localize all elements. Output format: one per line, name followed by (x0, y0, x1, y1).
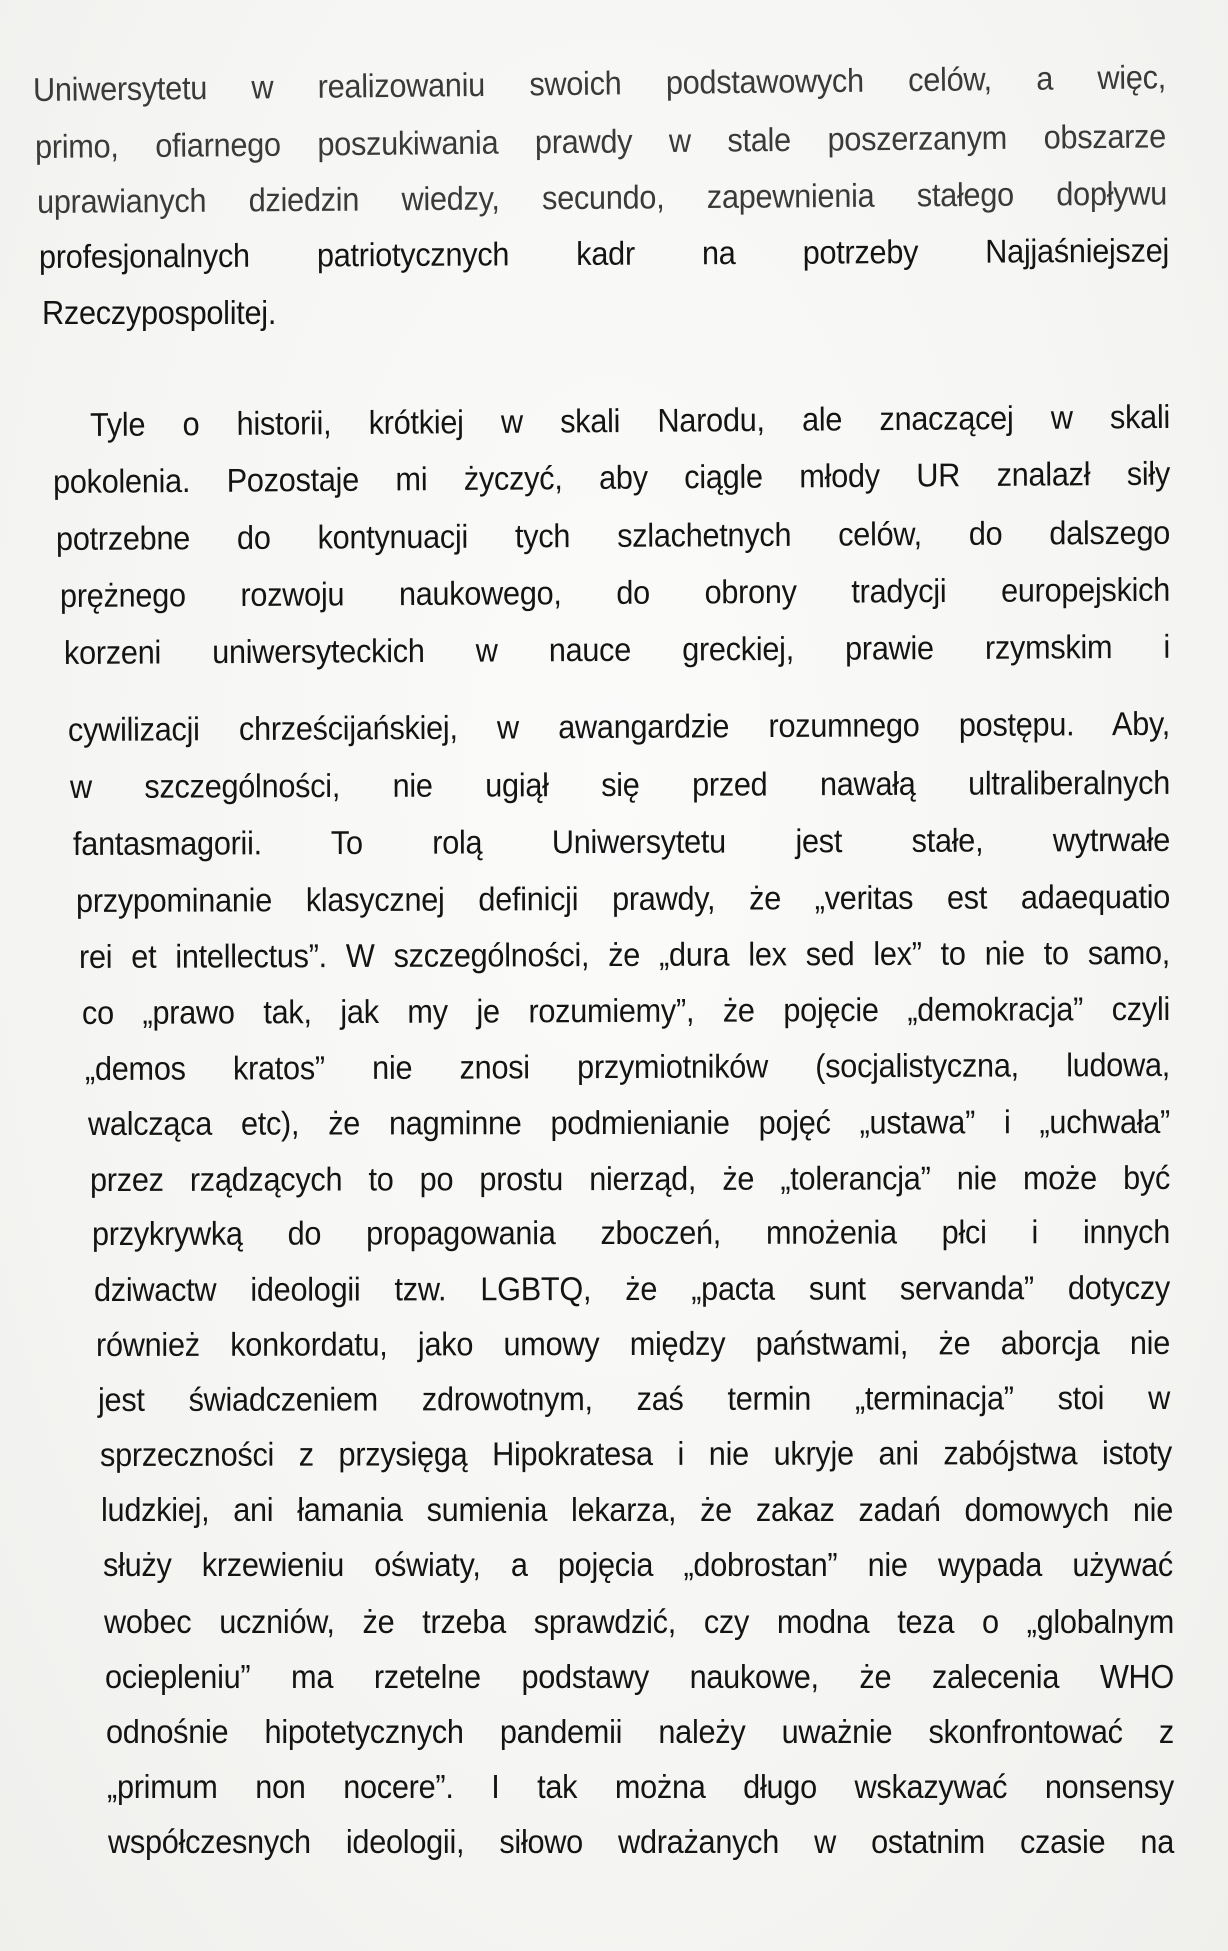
text-line: jest świadczeniem zdrowotnym, zaś termin „terminacja” stoi w (97, 1378, 1171, 1418)
text-line: Rzeczypospolitej. (42, 294, 277, 331)
text-line: służy krzewieniu oświaty, a pojęcia „dobrostan” nie wypada używać (103, 1546, 1173, 1583)
text-line: „primum non nocere”. I tak można długo wskazywać nonsensy (107, 1768, 1174, 1805)
text-line: wobec uczniów, że trzeba sprawdzić, czy modna teza o „globalnym (104, 1603, 1174, 1640)
text-line: walcząca etc), że nagminne podmienianie pojęć „ustawa” i „uchwała” (87, 1102, 1171, 1142)
text-line: również konkordatu, jako umowy między państwami, że aborcja nie (95, 1323, 1171, 1363)
text-line: przykrywką do propagowania zboczeń, mnożenia płci i innych (91, 1212, 1171, 1252)
text-line: ludzkiej, ani łamania sumienia lekarza, że zakaz zadań domowych nie (101, 1491, 1173, 1528)
text-line: odnośnie hipotetycznych pandemii należy uważnie skonfrontować z (106, 1713, 1174, 1750)
text-line: Tyle o historii, krótkiej w skali Narodu, ale znaczącej w skali (89, 397, 1171, 443)
text-line: przez rządzących to po prostu nierząd, że „tolerancja” nie może być (89, 1158, 1171, 1198)
text-line: potrzebne do kontynuacji tych szlachetnych celów, do dalszego (55, 513, 1171, 557)
text-line: cywilizacji chrześcijańskiej, w awangardzie rozumnego postępu. Aby, (67, 704, 1171, 748)
text-line: fantasmagorii. To rolą Uniwersytetu jest stałe, wytrwałe (72, 820, 1171, 862)
text-line: rei et intellectus”. W szczególności, że „dura lex sed lex” to nie to samo, (78, 933, 1171, 975)
text-line: współczesnych ideologii, siłowo wdrażanych w ostatnim czasie na (108, 1823, 1174, 1860)
text-line: pokolenia. Pozostaje mi życzyć, aby ciągle młody UR znalazł siły (52, 454, 1171, 500)
text-line: prężnego rozwoju naukowego, do obrony tradycji europejskich (59, 570, 1171, 614)
text-line: profesjonalnych patriotycznych kadr na potrzeby Najjaśniejszej (38, 231, 1170, 275)
text-line: uprawianych dziedzin wiedzy, secundo, zapewnienia stałego dopływu (36, 174, 1168, 220)
text-line: dziwactw ideologii tzw. LGBTQ, że „pacta sunt servanda” dotyczy (93, 1268, 1171, 1308)
text-line: primo, ofiarnego poszukiwania prawdy w stale poszerzanym obszarze (34, 117, 1167, 165)
text-line: korzeni uniwersyteckich w nauce greckiej, prawie rzymskim i (63, 627, 1171, 671)
text-line: ociepleniu” ma rzetelne podstawy naukowe, że zalecenia WHO (105, 1658, 1174, 1695)
text-line: Uniwersytetu w realizowaniu swoich podstawowych celów, a więc, (32, 58, 1167, 108)
text-line: „demos kratos” nie znosi przymiotników (socjalistyczna, ludowa, (84, 1045, 1171, 1087)
text-line: w szczególności, nie ugiął się przed nawałą ultraliberalnych (69, 763, 1171, 805)
text-line: przypominanie klasycznej definicji prawdy, że „veritas est adaequatio (75, 877, 1171, 919)
text-line: sprzeczności z przysięgą Hipokratesa i nie ukryje ani zabójstwa istoty (99, 1433, 1173, 1473)
text-line: co „prawo tak, jak my je rozumiemy”, że pojęcie „demokracja” czyli (81, 989, 1171, 1031)
